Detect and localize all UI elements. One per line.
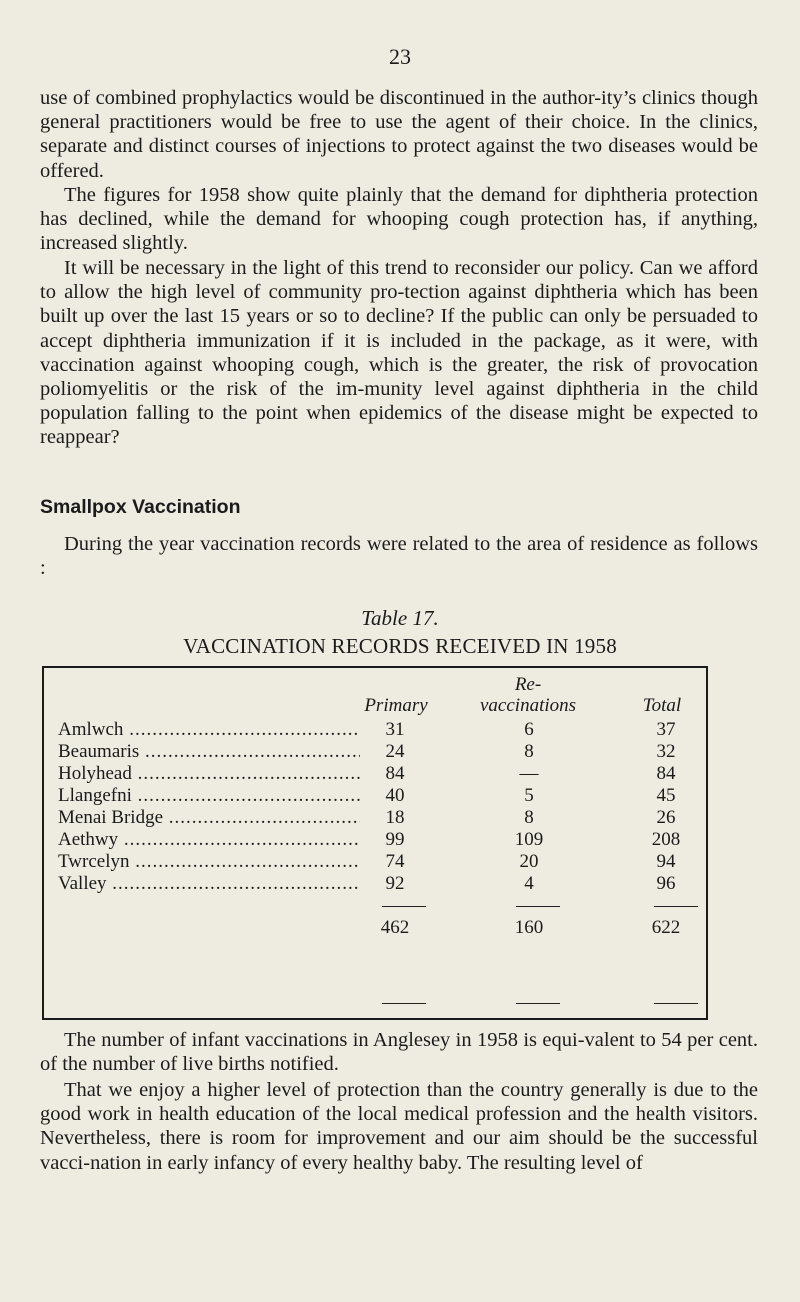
total-rule-total	[654, 906, 698, 907]
paragraph-text: During the year vaccination records were related to the area of residence as follows :	[40, 533, 758, 580]
total-value: 208	[651, 829, 681, 850]
primary-value: 92	[385, 873, 405, 894]
bottom-rule-total	[654, 1003, 698, 1004]
table-row	[58, 829, 698, 851]
paragraph-protection-level	[40, 1078, 758, 1175]
total-value: 32	[656, 741, 676, 762]
revaccinations-value: 8	[524, 741, 534, 762]
table-row	[58, 763, 698, 785]
primary-value: 40	[385, 785, 405, 806]
totals-row	[58, 917, 698, 939]
header-total: Total	[642, 695, 682, 716]
paragraph-text: The figures for 1958 show quite plainly that the demand for diphtheria protection has declined, while the demand for whooping cough protection has, if anything, increased slightly.	[40, 184, 758, 255]
header-revaccinations-line1: Re-	[514, 674, 542, 695]
primary-total: 462	[380, 917, 410, 938]
paragraph-prophylactics: use of combined prophylactics would be discontinued in the author-ity’s clinics though general practitioners would be free to use the agent of their choice. In the clinics, separate and distinct courses of injections to protect against the two diseases would be offered.	[40, 87, 758, 182]
table-row	[58, 719, 698, 741]
primary-value: 24	[385, 741, 405, 762]
paragraph-policy	[40, 256, 758, 450]
table-row	[58, 873, 698, 895]
table-title: VACCINATION RECORDS RECEIVED IN 1958	[183, 634, 617, 658]
paragraph-text: The number of infant vaccinations in Anglesey in 1958 is equi-valent to 54 per cent. of the number of live births notified.	[40, 1029, 758, 1076]
primary-value: 31	[385, 719, 405, 740]
total-rule-revaccinations	[516, 906, 560, 907]
area-name: Llangefni .....	[58, 785, 360, 807]
table-row	[58, 785, 698, 807]
bottom-rule-primary	[382, 1003, 426, 1004]
revaccinations-value: 109	[514, 829, 544, 850]
header-primary: Primary	[364, 695, 428, 716]
total-value: 96	[656, 873, 676, 894]
paragraph-text: That we enjoy a higher level of protection than the country generally is due to the good work in health education of the local medical profession and the health visitors. Nevertheless, there is room for improvement and our aim should be the successful vacci-nation in early infancy of every healthy baby. The resulting level of	[40, 1079, 758, 1174]
revaccinations-value: 8	[524, 807, 534, 828]
page-number: 23	[389, 44, 411, 69]
area-name: Beaumaris .....	[58, 741, 360, 763]
table-row	[58, 741, 698, 763]
total-rule-primary	[382, 906, 426, 907]
total-value: 94	[656, 851, 676, 872]
table-row	[58, 851, 698, 873]
table-row	[58, 807, 698, 829]
section-heading: Smallpox Vaccination	[40, 496, 241, 518]
header-revaccinations-line2: vaccinations	[479, 695, 577, 716]
area-name: Menai Bridge .....	[58, 807, 360, 829]
table-caption: Table 17.	[361, 606, 439, 630]
primary-value: 18	[385, 807, 405, 828]
total-value: 37	[656, 719, 676, 740]
area-name: Aethwy .....	[58, 829, 360, 851]
paragraph-infant-vaccinations	[40, 1028, 758, 1076]
area-name: Holyhead .....	[58, 763, 360, 785]
paragraph-1958-figures	[40, 183, 758, 256]
paragraph-records-intro	[40, 532, 758, 580]
revaccinations-value: 5	[524, 785, 534, 806]
area-name: Twrcelyn .....	[58, 851, 360, 873]
total-value: 45	[656, 785, 676, 806]
area-name: Amlwch .....	[58, 719, 360, 741]
grand-total: 622	[651, 917, 681, 938]
bottom-rule-revaccinations	[516, 1003, 560, 1004]
revaccinations-value: 6	[524, 719, 534, 740]
total-value: 84	[656, 763, 676, 784]
area-name: Valley .....	[58, 873, 360, 895]
revaccinations-value: 20	[519, 851, 539, 872]
paragraph-text: It will be necessary in the light of this trend to reconsider our policy. Can we afford to allow the high level of community pro-tection against diphtheria which has been built up over the last 15 years or so to decline? If the public can only be persuaded to accept diphtheria immunization if it is included in the package, as it were, with vaccination against whooping cough, which is the greater, the risk of provocation poliomyelitis or the risk of the im-munity level against diphtheria in the child population falling to the point when epidemics of the disease might be expected to reappear?	[40, 257, 758, 449]
revaccinations-value: —	[519, 763, 539, 784]
revaccinations-value: 4	[524, 873, 534, 894]
primary-value: 74	[385, 851, 405, 872]
primary-value: 84	[385, 763, 405, 784]
revaccinations-total: 160	[514, 917, 544, 938]
primary-value: 99	[385, 829, 405, 850]
total-value: 26	[656, 807, 676, 828]
